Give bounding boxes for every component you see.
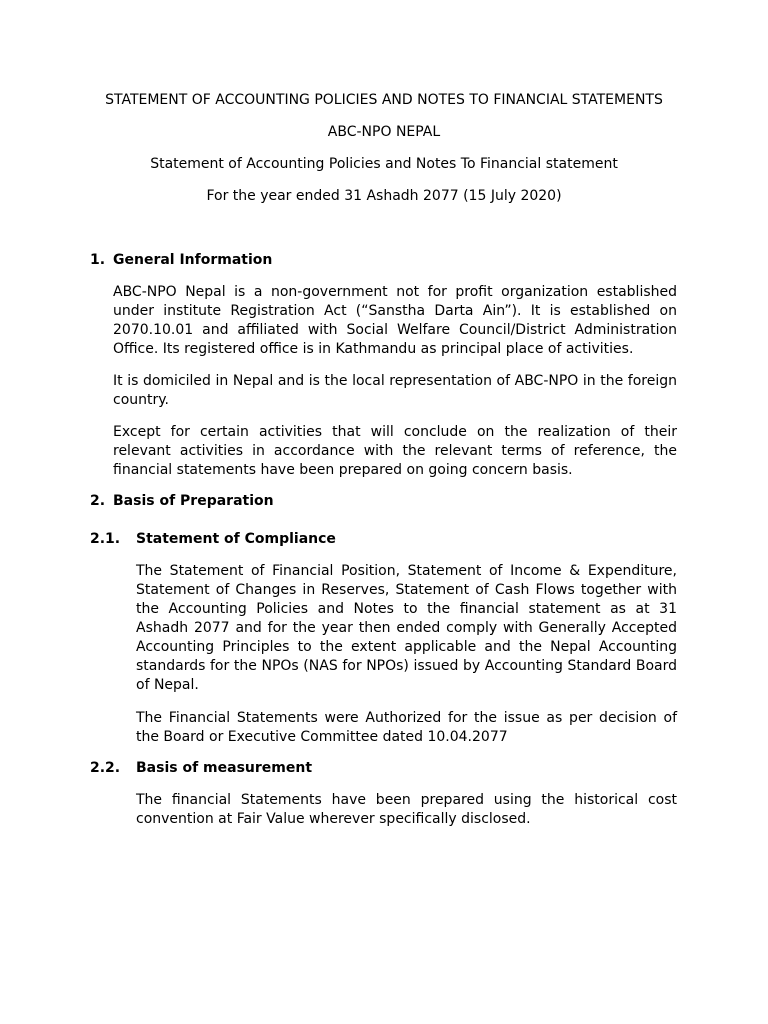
- section-2-1-paragraph-2: The Financial Statements were Authorized for the issue as per decision of the Board or Executive Committee dated 10.04.2077: [136, 710, 677, 745]
- document-title: STATEMENT OF ACCOUNTING POLICIES AND NOTES TO FINANCIAL STATEMENTS: [105, 92, 663, 108]
- section-2-heading: Basis of Preparation: [113, 493, 274, 509]
- section-2-number: 2.: [90, 493, 106, 509]
- section-1-paragraph-2: It is domiciled in Nepal and is the local representation of ABC-NPO in the foreign country.: [113, 373, 677, 408]
- section-1-heading: General Information: [113, 252, 273, 268]
- section-2-2-paragraph-1: The financial Statements have been prepared using the historical cost convention at Fair Value wherever specifically disclosed.: [136, 792, 677, 827]
- section-2-1-number: 2.1.: [90, 531, 121, 547]
- section-2-2-heading: Basis of measurement: [136, 760, 313, 776]
- reporting-period: For the year ended 31 Ashadh 2077 (15 July 2020): [206, 188, 562, 204]
- section-2-2-number: 2.2.: [90, 760, 121, 776]
- section-1-paragraph-3: Except for certain activities that will conclude on the realization of their relevant activities in accordance with the relevant terms of reference, the financial statements have been prepared on going concern basis.: [113, 424, 677, 478]
- section-1-number: 1.: [90, 252, 106, 268]
- section-2-1-paragraph-1: The Statement of Financial Position, Statement of Income & Expenditure, Statement of Changes in Reserves, Statement of Cash Flows together with the Accounting Policies and Notes to the financial statement as at 31 Ashadh 2077 and for the year then ended comply with Generally Accepted Accounting Principles to the extent applicable and the Nepal Accounting standards for the NPOs (NAS for NPOs) issued by Accounting Standard Board of Nepal.: [136, 563, 677, 693]
- document-subtitle: Statement of Accounting Policies and Notes To Financial statement: [150, 156, 618, 172]
- section-2-1-heading: Statement of Compliance: [136, 531, 336, 547]
- section-1-paragraph-1: ABC-NPO Nepal is a non-government not for profit organization established under institute Registration Act (“Sanstha Darta Ain”). It is established on 2070.10.01 and affiliated with Social Welfare Council/District Administration Office. Its registered office is in Kathmandu as principal place of activities.: [113, 284, 677, 357]
- organization-name: ABC-NPO NEPAL: [327, 124, 441, 140]
